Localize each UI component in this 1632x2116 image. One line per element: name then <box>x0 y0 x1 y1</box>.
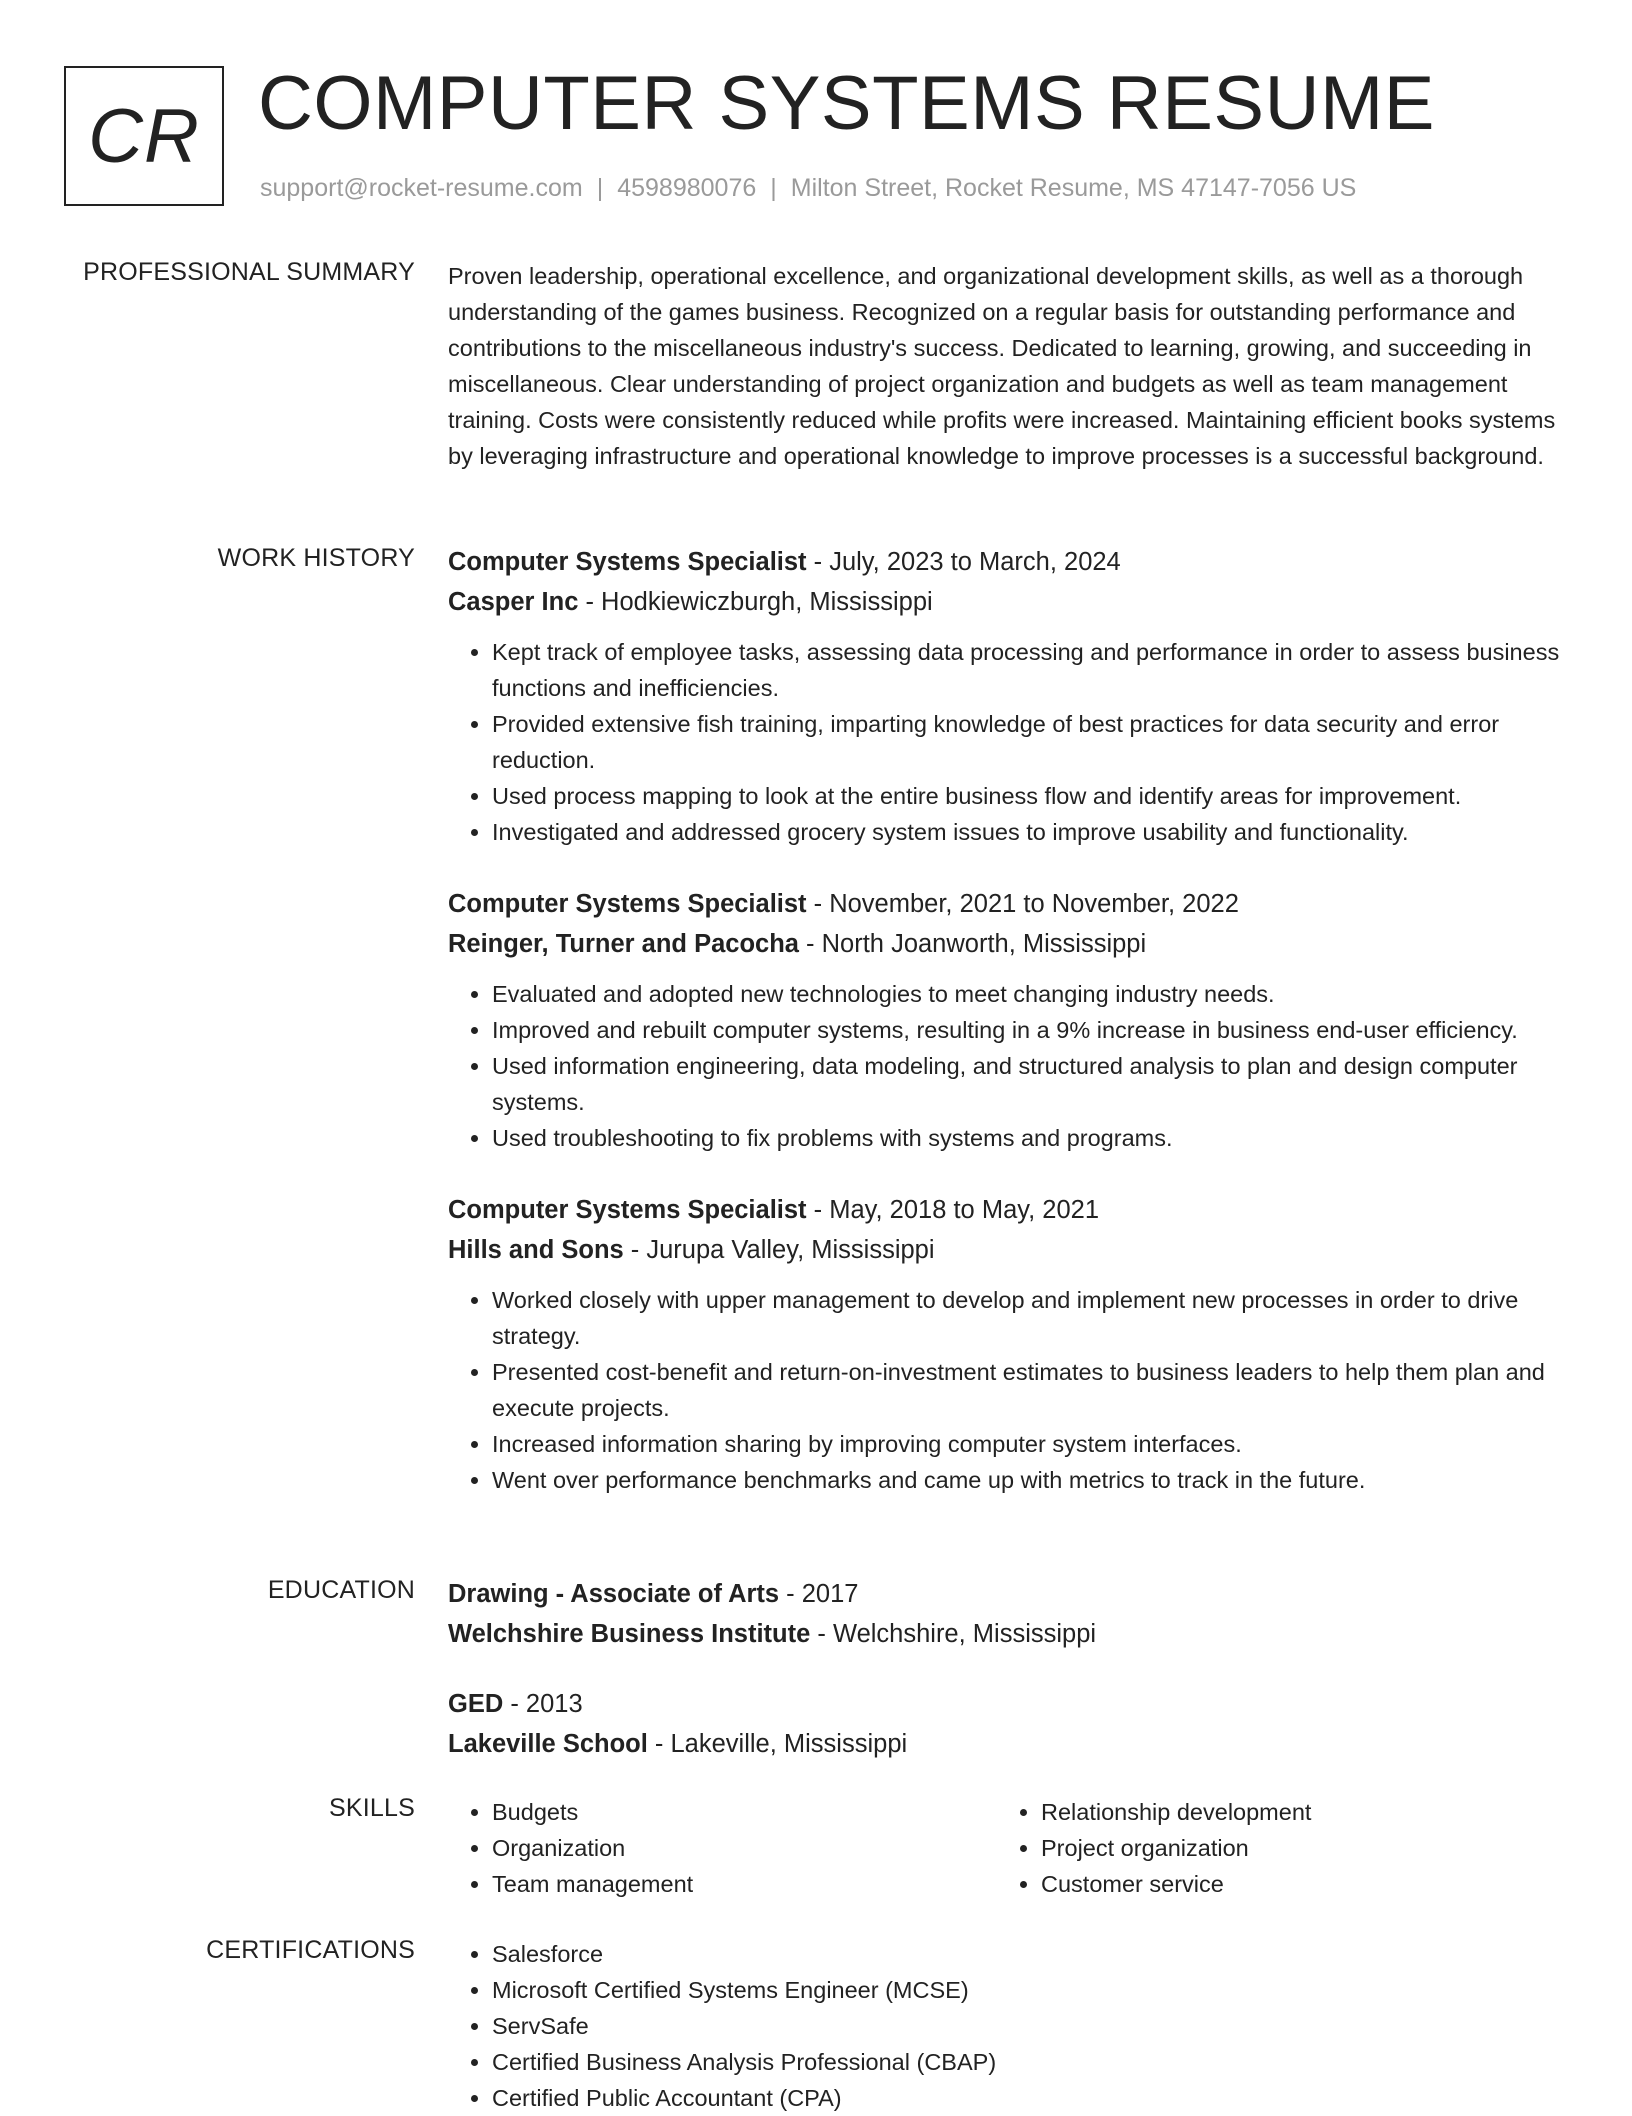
job-bullet: • Improved and rebuilt computer systems, resulting in a 9% increase in business end-user efficiency. <box>492 1012 1568 1048</box>
education-entry <box>448 1574 1568 1654</box>
skill-item: • Budgets <box>492 1794 997 1830</box>
education-year: - 2013 <box>503 1690 583 1718</box>
skill-item: • Organization <box>492 1830 997 1866</box>
education-school-line <box>448 1724 1568 1764</box>
skill-item: • Project organization <box>1041 1830 1546 1866</box>
certification-item: • Certified Public Accountant (CPA) <box>492 2080 1568 2116</box>
skills-label: SKILLS <box>329 1794 415 1822</box>
job-entry <box>448 1190 1568 1498</box>
certifications-body <box>448 1936 1568 2116</box>
job-title: Computer Systems Specialist <box>448 548 807 576</box>
work-history-label: WORK HISTORY <box>217 544 415 572</box>
job-bullet: • Kept track of employee tasks, assessing data processing and performance in order to assess business functions and inefficiencies. <box>492 634 1568 706</box>
job-bullet: • Worked closely with upper management to develop and implement new processes in order to drive strategy. <box>492 1282 1568 1354</box>
education-degree: Drawing - Associate of Arts <box>448 1580 780 1608</box>
skill-item: • Customer service <box>1041 1866 1546 1902</box>
work-history-body <box>448 542 1568 1532</box>
education-entry <box>448 1684 1568 1764</box>
certification-item: • Certified Business Analysis Professional (CBAP) <box>492 2044 1568 2080</box>
job-company-line <box>448 1230 1568 1270</box>
job-dates: - November, 2021 to November, 2022 <box>806 890 1239 918</box>
job-title: Computer Systems Specialist <box>448 890 807 918</box>
job-company: Hills and Sons <box>448 1236 624 1264</box>
job-entry <box>448 542 1568 850</box>
education-location: - Welchshire, Mississippi <box>810 1620 1097 1648</box>
job-dates: - July, 2023 to March, 2024 <box>806 548 1121 576</box>
skills-body <box>448 1794 1568 1902</box>
job-bullet: • Used troubleshooting to fix problems with systems and programs. <box>492 1120 1568 1156</box>
job-entry <box>448 884 1568 1156</box>
job-location: - Hodkiewiczburgh, Mississippi <box>578 588 933 616</box>
job-location: - Jurupa Valley, Mississippi <box>623 1236 935 1264</box>
education-location: - Lakeville, Mississippi <box>647 1730 908 1758</box>
certification-item: • Microsoft Certified Systems Engineer (MCSE) <box>492 1972 1568 2008</box>
certifications-list <box>448 1936 1568 2116</box>
job-bullet: • Used information engineering, data modeling, and structured analysis to plan and design computer systems. <box>492 1048 1568 1120</box>
job-bullet: • Evaluated and adopted new technologies to meet changing industry needs. <box>492 976 1568 1012</box>
skills-column-left <box>448 1794 997 1902</box>
summary-body <box>448 258 1568 474</box>
job-dates: - May, 2018 to May, 2021 <box>806 1196 1099 1224</box>
job-bullet: • Provided extensive fish training, imparting knowledge of best practices for data security and error reduction. <box>492 706 1568 778</box>
job-bullet: • Went over performance benchmarks and came up with metrics to track in the future. <box>492 1462 1568 1498</box>
contact-separator: | <box>770 174 777 202</box>
job-title: Computer Systems Specialist <box>448 1196 807 1224</box>
job-company-line <box>448 924 1568 964</box>
job-title-line <box>448 542 1568 582</box>
education-degree: GED <box>448 1690 504 1718</box>
job-bullets <box>448 1282 1568 1498</box>
resume-title: COMPUTER SYSTEMS RESUME <box>258 61 1435 146</box>
monogram-box <box>64 66 224 206</box>
job-bullets <box>448 634 1568 850</box>
job-title-line <box>448 1190 1568 1230</box>
job-company: Reinger, Turner and Pacocha <box>448 930 799 958</box>
job-bullet: • Presented cost-benefit and return-on-investment estimates to business leaders to help them plan and execute projects. <box>492 1354 1568 1426</box>
summary-label: PROFESSIONAL SUMMARY <box>83 258 415 286</box>
education-school-line <box>448 1614 1568 1654</box>
education-school: Lakeville School <box>448 1730 648 1758</box>
contact-email: support@rocket-resume.com <box>260 174 583 202</box>
education-school: Welchshire Business Institute <box>448 1620 811 1648</box>
contact-address: Milton Street, Rocket Resume, MS 47147-7056 US <box>790 174 1357 202</box>
contact-line <box>260 174 1356 203</box>
certifications-label: CERTIFICATIONS <box>206 1936 415 1964</box>
job-bullets <box>448 976 1568 1156</box>
skills-column-right <box>997 1794 1546 1902</box>
certification-item: • ServSafe <box>492 2008 1568 2044</box>
education-degree-line <box>448 1574 1568 1614</box>
summary-text: Proven leadership, operational excellence, and organizational development skills, as well as a thorough understanding of the games business. Recognized on a regular basis for outstanding performance and contributions to the miscellaneous industry's success. Dedicated to learning, growing, and succeeding in miscellaneous. Clear understanding of project organization and budgets as well as team management training. Costs were consistently reduced while profits were increased. Maintaining efficient books systems by leveraging infrastructure and operational knowledge to improve processes is a successful background. <box>448 263 1556 469</box>
job-company: Casper Inc <box>448 588 579 616</box>
contact-separator: | <box>596 174 604 202</box>
contact-phone: 4598980076 <box>617 174 757 202</box>
education-degree-line <box>448 1684 1568 1724</box>
skill-item: • Relationship development <box>1041 1794 1546 1830</box>
monogram-text: CR <box>88 93 200 179</box>
job-bullet: • Used process mapping to look at the entire business flow and identify areas for improvement. <box>492 778 1568 814</box>
education-year: - 2017 <box>779 1580 859 1608</box>
certification-item: • Salesforce <box>492 1936 1568 1972</box>
skill-item: • Team management <box>492 1866 997 1902</box>
job-title-line <box>448 884 1568 924</box>
skills-grid <box>448 1794 1568 1902</box>
job-location: - North Joanworth, Mississippi <box>798 930 1147 958</box>
job-company-line <box>448 582 1568 622</box>
job-bullet: • Increased information sharing by improving computer system interfaces. <box>492 1426 1568 1462</box>
education-label: EDUCATION <box>267 1576 415 1604</box>
job-bullet: • Investigated and addressed grocery system issues to improve usability and functionality. <box>492 814 1568 850</box>
education-body <box>448 1574 1568 1794</box>
